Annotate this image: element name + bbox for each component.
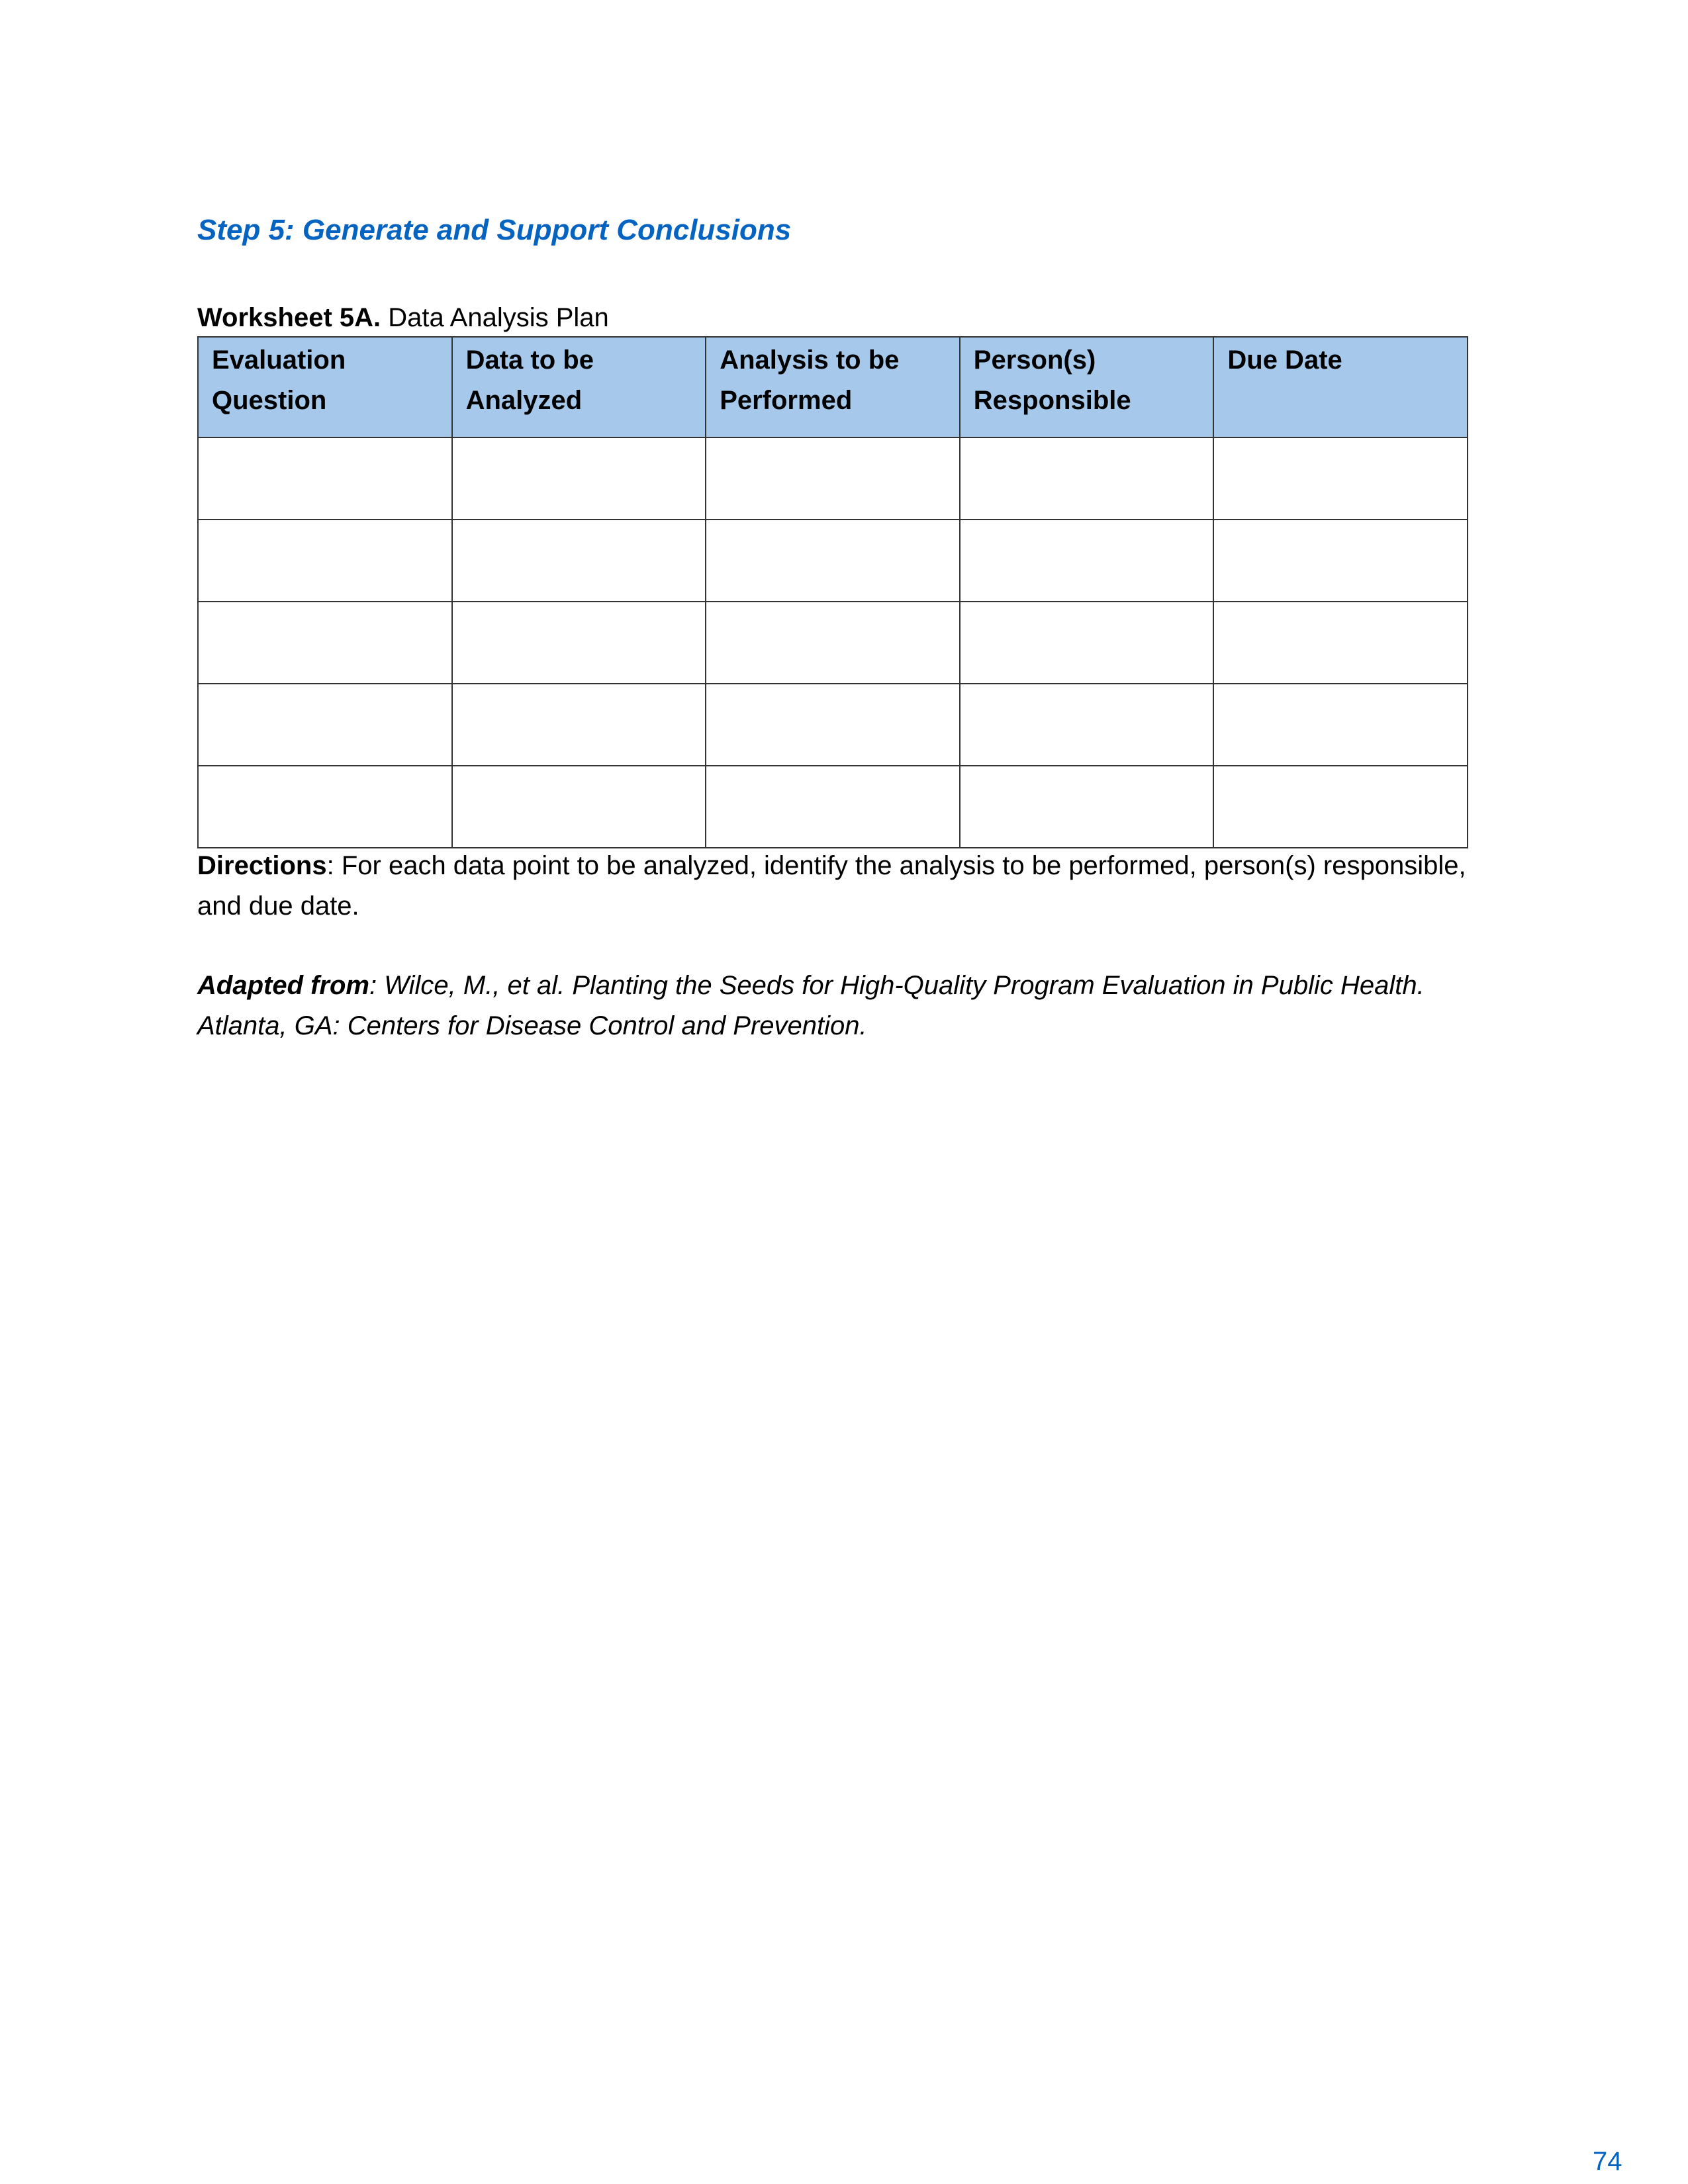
table-cell[interactable] xyxy=(706,766,960,848)
header-persons-responsible: Person(s) Responsible xyxy=(960,337,1214,437)
header-analysis-to-be-performed: Analysis to be Performed xyxy=(706,337,960,437)
header-due-date: Due Date xyxy=(1213,337,1468,437)
table-cell[interactable] xyxy=(452,602,706,684)
table-cell[interactable] xyxy=(198,602,452,684)
header-data-to-be-analyzed: Data to be Analyzed xyxy=(452,337,706,437)
worksheet-name: Data Analysis Plan xyxy=(388,303,609,332)
table-row xyxy=(198,684,1468,766)
worksheet-label: Worksheet 5A. xyxy=(197,303,381,332)
table-cell[interactable] xyxy=(198,520,452,602)
directions-text: : For each data point to be analyzed, identify the analysis to be performed, person(s) responsible, and due date. xyxy=(197,851,1466,921)
table-cell[interactable] xyxy=(706,602,960,684)
directions-paragraph xyxy=(197,846,1481,927)
table-cell[interactable] xyxy=(198,437,452,520)
table-row xyxy=(198,520,1468,602)
table-cell[interactable] xyxy=(960,602,1214,684)
table-cell[interactable] xyxy=(960,766,1214,848)
table-cell[interactable] xyxy=(452,437,706,520)
table-cell[interactable] xyxy=(452,766,706,848)
table-cell[interactable] xyxy=(452,684,706,766)
adapted-from-citation xyxy=(197,966,1508,1046)
table-cell[interactable] xyxy=(1213,437,1468,520)
table-cell[interactable] xyxy=(1213,602,1468,684)
table-cell[interactable] xyxy=(452,520,706,602)
table-cell[interactable] xyxy=(960,520,1214,602)
directions-label: Directions xyxy=(197,851,327,880)
table-cell[interactable] xyxy=(1213,766,1468,848)
header-evaluation-question: Evaluation Question xyxy=(198,337,452,437)
table-cell[interactable] xyxy=(198,766,452,848)
table-row xyxy=(198,766,1468,848)
table-cell[interactable] xyxy=(706,684,960,766)
table-row xyxy=(198,437,1468,520)
table-row xyxy=(198,602,1468,684)
data-analysis-plan-table xyxy=(197,336,1468,848)
adapted-from-label: Adapted from xyxy=(197,971,369,1000)
table-cell[interactable] xyxy=(706,520,960,602)
page-number: 74 xyxy=(1593,2147,1622,2176)
worksheet-title xyxy=(197,299,609,336)
table-cell[interactable] xyxy=(706,437,960,520)
table-cell[interactable] xyxy=(960,437,1214,520)
section-heading: Step 5: Generate and Support Conclusions xyxy=(197,214,792,246)
table-cell[interactable] xyxy=(1213,684,1468,766)
table-cell[interactable] xyxy=(198,684,452,766)
table-cell[interactable] xyxy=(960,684,1214,766)
table-header-row xyxy=(198,337,1468,437)
table-cell[interactable] xyxy=(1213,520,1468,602)
citation-text: : Wilce, M., et al. Planting the Seeds for High-Quality Program Evaluation in Public Health. Atlanta, GA: Centers for Disease Control and Prevention. xyxy=(197,971,1425,1040)
